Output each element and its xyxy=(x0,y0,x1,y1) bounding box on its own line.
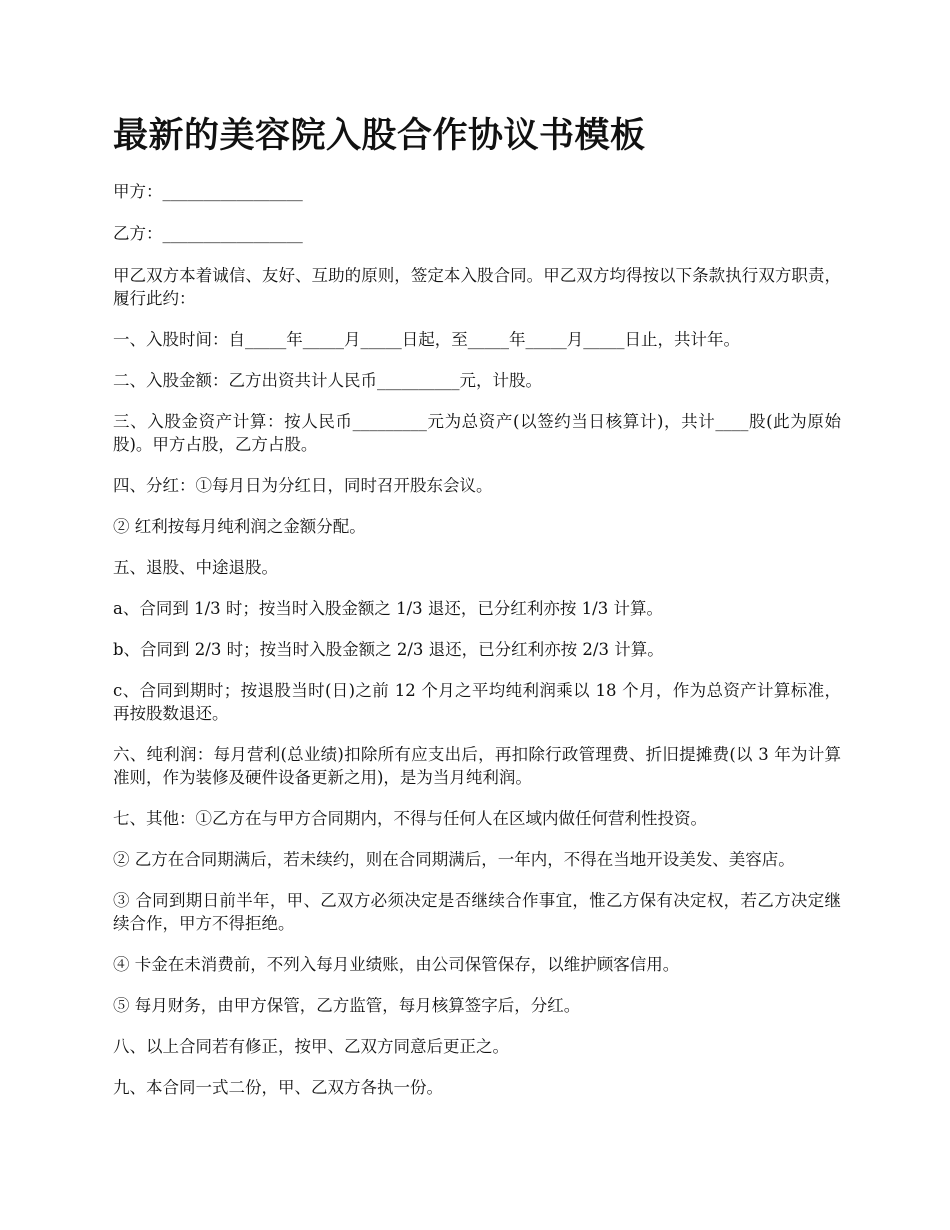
clause-5-item-b: b、合同到 2/3 时；按当时入股金额之 2/3 退还，已分红利亦按 2/3 计算。 xyxy=(113,640,664,659)
clause-5-withdrawal: 五、退股、中途退股。 xyxy=(113,558,278,577)
intro-paragraph: 甲乙双方本着诚信、友好、互助的原则，签定本入股合同。甲乙双方均得按以下条款执行双方职责，履行此约： xyxy=(113,266,841,308)
clause-7-item-2: ② 乙方在合同期满后，若未续约，则在合同期满后，一年内，不得在当地开设美发、美容店。 xyxy=(113,850,795,869)
clause-9-copies: 九、本合同一式二份，甲、乙双方各执一份。 xyxy=(113,1078,443,1097)
clause-6-net-profit: 六、纯利润：每月营利(总业绩)扣除所有应支出后，再扣除行政管理费、折旧提摊费(以 3 年为计算准则，作为装修及硬件设备更新之用)，是为当月纯利润。 xyxy=(113,745,841,787)
clause-5-item-a: a、合同到 1/3 时；按当时入股金额之 1/3 退还，已分红利亦按 1/3 计算。 xyxy=(113,599,663,618)
document-title: 最新的美容院入股合作协议书模板 xyxy=(113,116,646,156)
clause-8-amendment: 八、以上合同若有修正，按甲、乙双方同意后更正之。 xyxy=(113,1037,509,1056)
clause-7-item-3: ③ 合同到期日前半年，甲、乙双方必须决定是否继续合作事宜，惟乙方保有决定权，若乙方决定继续合作，甲方不得拒绝。 xyxy=(113,891,841,933)
clause-7-item-5: ⑤ 每月财务，由甲方保管，乙方监管，每月核算签字后，分红。 xyxy=(113,996,581,1015)
clause-3-asset-calculation: 三、入股金资产计算：按人民币_________元为总资产(以签约当日核算计)，共计____股(此为原始股)。甲方占股，乙方占股。 xyxy=(113,412,841,454)
party-b-line: 乙方：_________________ xyxy=(113,224,303,243)
clause-4-dividend: 四、分红：①每月日为分红日，同时召开股东会议。 xyxy=(113,476,493,495)
clause-7-other: 七、其他：①乙方在与甲方合同期内，不得与任何人在区域内做任何营利性投资。 xyxy=(113,809,707,828)
party-a-line: 甲方：_________________ xyxy=(113,182,303,201)
clause-5-item-c: c、合同到期时；按退股当时(日)之前 12 个月之平均纯利润乘以 18 个月，作为总资产计算标准，再按股数退还。 xyxy=(113,681,841,723)
document-page xyxy=(113,112,841,1117)
clause-2-investment-amount: 二、入股金额：乙方出资共计人民币__________元，计股。 xyxy=(113,371,542,390)
clause-1-investment-period: 一、入股时间：自_____年_____月_____日起，至_____年_____月_____日止，共计年。 xyxy=(113,330,740,349)
clause-4-dividend-item-2: ② 红利按每月纯利润之金额分配。 xyxy=(113,517,366,536)
clause-7-item-4: ④ 卡金在未消费前，不列入每月业绩账，由公司保管保存，以维护顾客信用。 xyxy=(113,955,680,974)
